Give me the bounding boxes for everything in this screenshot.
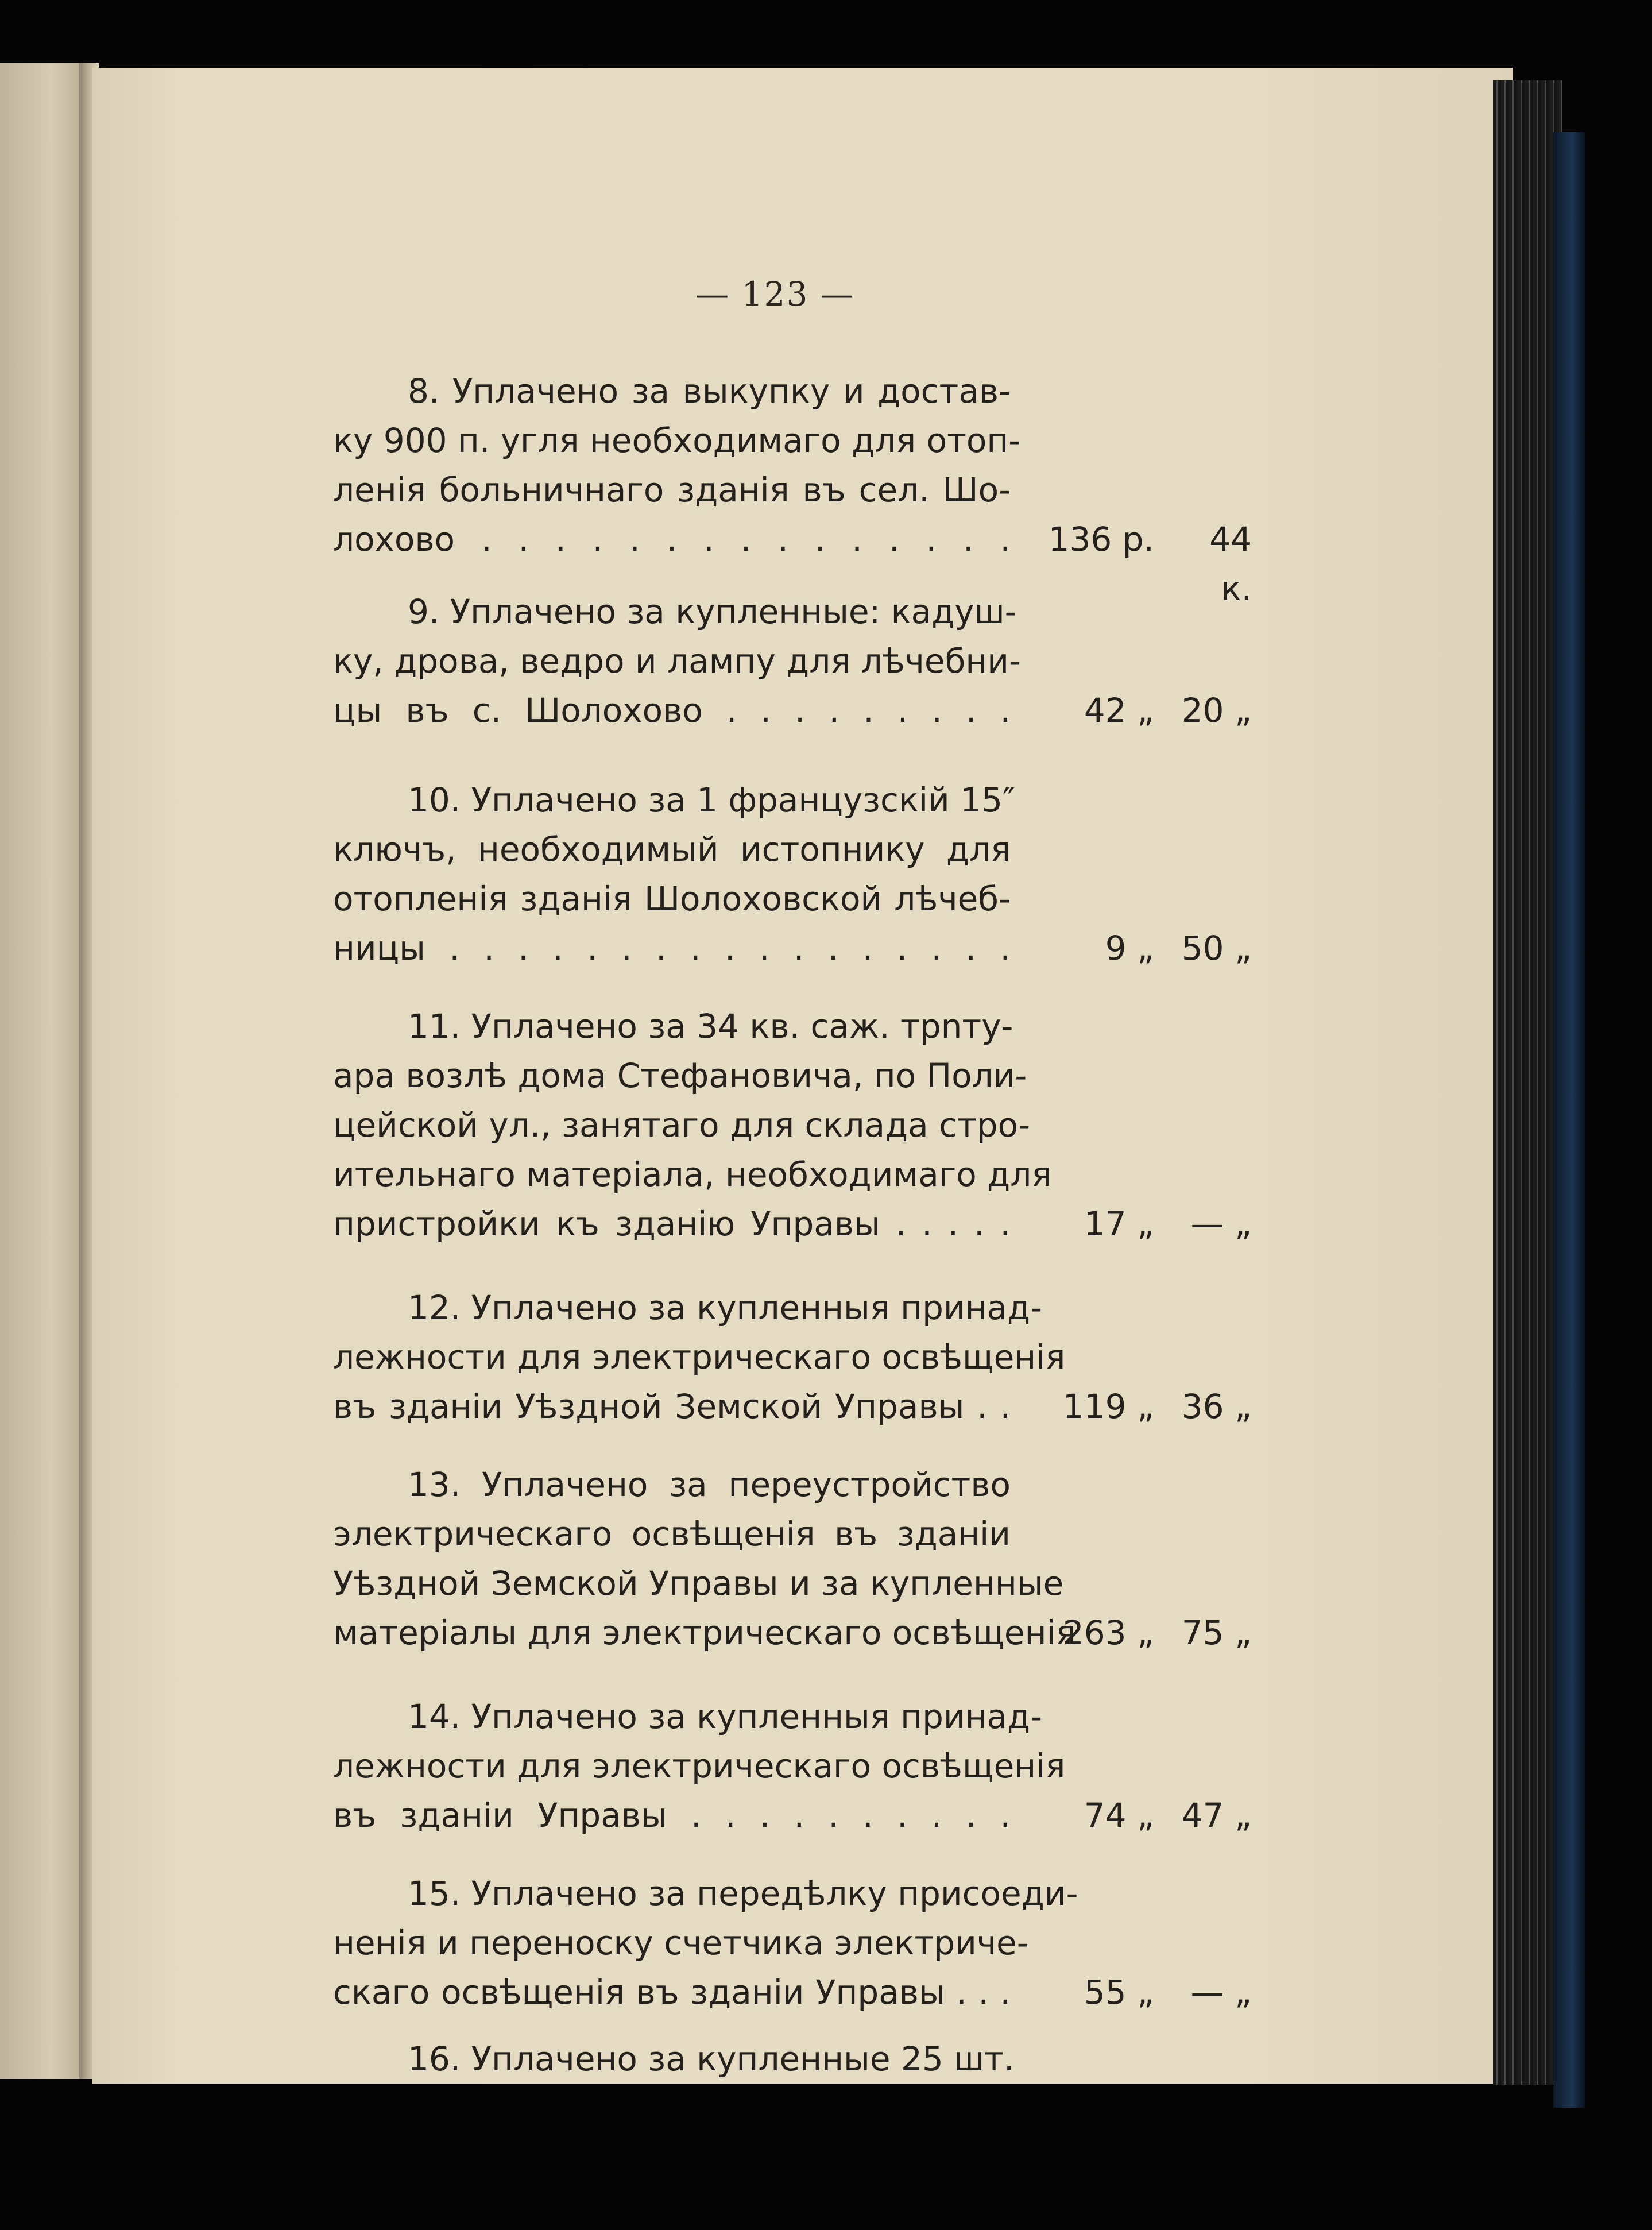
amount-rubles: 55 „ xyxy=(1084,1973,1154,2012)
amount-kopecks: 44 к. xyxy=(1209,520,1252,608)
entry-line: цейской ул., занятаго для склада стро- xyxy=(333,1106,1031,1145)
amount-rubles: 74 „ xyxy=(1084,1796,1154,1835)
amount-rubles: 17 „ xyxy=(1084,1204,1154,1243)
entry-first-line: 15. Уплачено за передѣлку присоеди- xyxy=(408,1874,1078,1913)
entry-first-line: 10. Уплачено за 1 французскій 15″ xyxy=(408,780,1015,820)
page-number: — 123 — xyxy=(695,275,855,314)
entry-amount xyxy=(1045,515,1252,608)
amount-rubles: 119 „ xyxy=(1062,1387,1154,1426)
expense-entry xyxy=(333,775,1252,973)
expense-entry xyxy=(333,1283,1252,1431)
amount-kopecks: 50 „ xyxy=(1181,929,1252,968)
entry-first-line: 14. Уплачено за купленныя принад- xyxy=(408,1697,1043,1736)
entry-first-line: 9. Уплачено за купленные: кадуш- xyxy=(408,592,1017,631)
entry-line: пристройки къ зданію Управы . . . . . xyxy=(333,1204,1011,1243)
entry-line: лежности для электрическаго освѣщенія xyxy=(333,1746,1066,1785)
expense-entry xyxy=(333,1460,1252,1657)
entry-amount xyxy=(1045,923,1252,973)
entry-first-line: 8. Уплачено за выкупку и достав- xyxy=(408,372,1011,411)
entry-amount xyxy=(1045,1199,1252,1249)
entry-line: матеріалы для электрическаго освѣщенія xyxy=(333,1613,1076,1652)
expense-entry xyxy=(333,1002,1252,1249)
page-fore-edge xyxy=(1493,80,1562,2085)
entry-amount xyxy=(1045,1968,1252,2017)
entry-line: ара возлѣ дома Стефановича, по Поли- xyxy=(333,1056,1027,1095)
amount-rubles: 42 „ xyxy=(1084,691,1154,730)
entry-line: ку 900 п. угля необходимаго для отоп- xyxy=(333,421,1021,460)
entry-amount xyxy=(1045,1608,1252,1657)
entry-line: цы въ с. Шолохово . . . . . . . . . xyxy=(333,691,1011,730)
expense-entry xyxy=(333,587,1252,735)
expense-entry xyxy=(333,1869,1252,2017)
entry-first-line: 11. Уплачено за 34 кв. саж. трոту- xyxy=(408,1007,1013,1046)
entry-line: ленія больничнаго зданія въ сел. Шо- xyxy=(333,470,1011,509)
entry-line: лохово . . . . . . . . . . . . . . . xyxy=(333,520,1011,559)
amount-rubles: 9 „ xyxy=(1105,929,1154,968)
entry-amount xyxy=(1045,686,1252,735)
entry-first-line: 16. Уплачено за купленные 25 шт. xyxy=(408,2039,1015,2078)
amount-kopecks: — „ xyxy=(1190,1973,1252,2012)
amount-kopecks: — „ xyxy=(1190,1204,1252,1243)
entry-line: электрическаго освѣщенія въ зданіи xyxy=(333,1514,1011,1553)
amount-rubles: 263 „ xyxy=(1062,1613,1154,1652)
entry-line: скаго освѣщенія въ зданіи Управы . . . xyxy=(333,1973,1011,2012)
entry-line: ненія и переноску счетчика электриче- xyxy=(333,1923,1029,1962)
expense-entry xyxy=(333,1692,1252,1840)
book-cover-edge xyxy=(1553,132,1585,2108)
entry-line: ницы . . . . . . . . . . . . . . . . . xyxy=(333,929,1011,968)
entry-line: въ зданіи Управы . . . . . . . . . . xyxy=(333,1796,1011,1835)
amount-kopecks: 47 „ xyxy=(1181,1796,1252,1835)
amount-rubles: 136 р. xyxy=(1048,520,1154,559)
entry-amount xyxy=(1045,1791,1252,1840)
left-page-edge xyxy=(0,63,86,2079)
entry-amount xyxy=(1045,1382,1252,1431)
entry-line: ку, дрова, ведро и лампу для лѣчебни- xyxy=(333,641,1021,681)
entry-line: ительнаго матеріала, необходимаго для xyxy=(333,1155,1052,1194)
entry-line: лежности для электрическаго освѣщенія xyxy=(333,1338,1066,1377)
entry-line: въ зданіи Уѣздной Земской Управы . . xyxy=(333,1387,1011,1426)
entry-line: отопленія зданія Шолоховской лѣчеб- xyxy=(333,879,1011,918)
amount-kopecks: 20 „ xyxy=(1181,691,1252,730)
amount-kopecks: 36 „ xyxy=(1181,1387,1252,1426)
expense-entry xyxy=(333,366,1252,608)
entry-first-line: 12. Уплачено за купленныя принад- xyxy=(408,1288,1043,1327)
entry-first-line: 13. Уплачено за переустройство xyxy=(408,1465,1011,1504)
entry-line: Уѣздной Земской Управы и за купленные xyxy=(333,1564,1064,1603)
entry-line: ключъ, необходимый истопнику для xyxy=(333,830,1011,869)
expense-entry xyxy=(333,2034,1252,2084)
expense-list xyxy=(333,343,1252,2084)
amount-kopecks: 75 „ xyxy=(1181,1613,1252,1652)
